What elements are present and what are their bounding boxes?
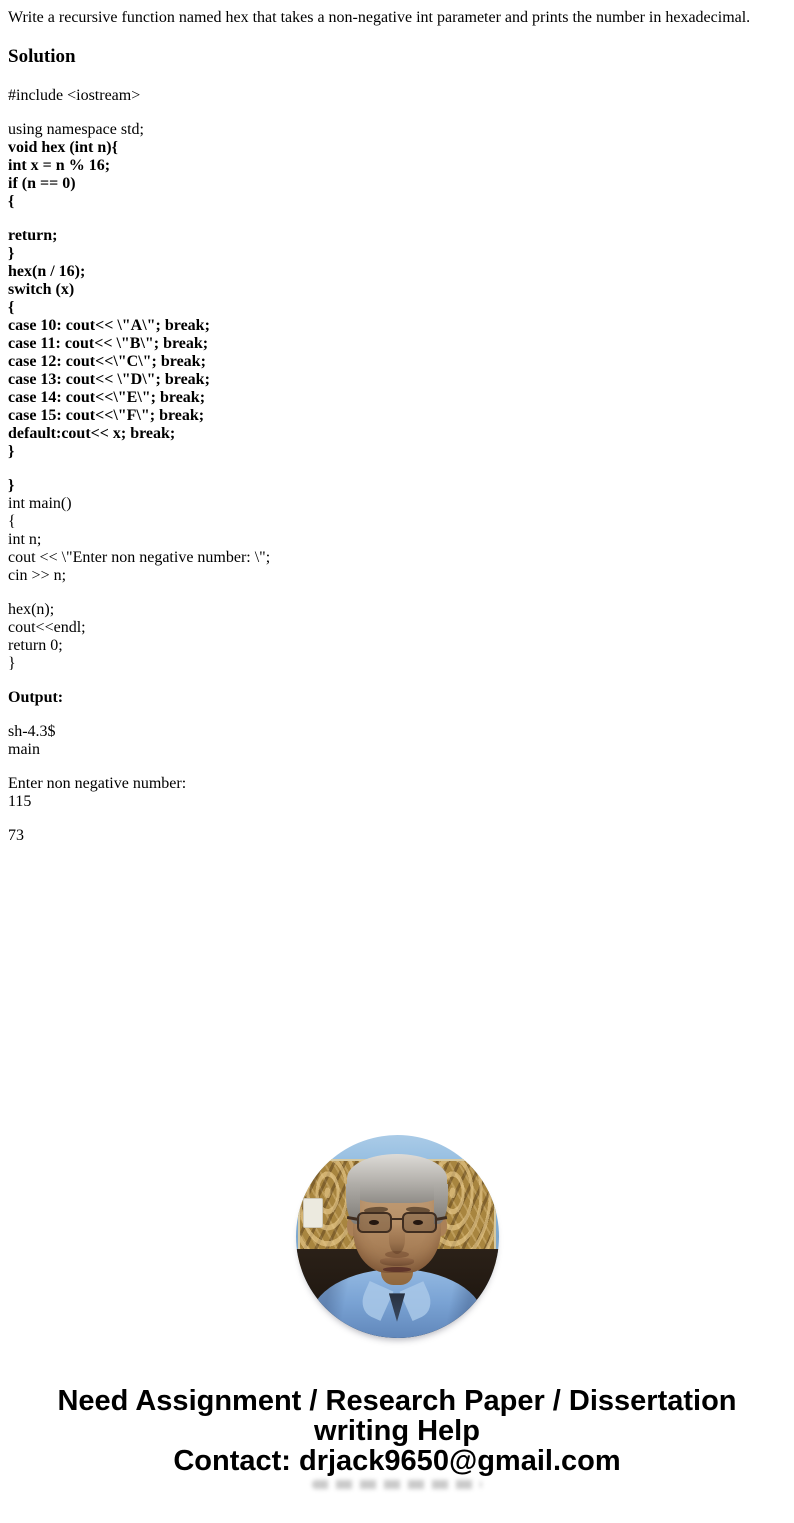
promo-text [8,1386,786,1476]
code-line: int n; [8,531,42,548]
code-include-line: #include <iostream> [8,87,141,104]
code-line: } [8,655,16,672]
code-line: hex(n / 16); [8,263,86,280]
code-line: } [8,443,15,460]
output-line: main [8,741,40,758]
code-line: switch (x) [8,281,75,298]
code-block-function-start [8,121,786,211]
output-prompt-block [8,775,786,811]
code-line: cin >> n; [8,567,67,584]
nose-shadow [385,1251,409,1258]
code-line: case 11: cout<< \"B\"; break; [8,335,209,352]
light-switch [303,1198,323,1228]
code-line: void hex (int n){ [8,139,118,156]
promo-contact-email: Contact: drjack9650@gmail.com [173,1445,621,1477]
code-line: int main() [8,495,72,512]
promo-line-services-1: Need Assignment / Research Paper / Dissertation [57,1385,737,1417]
glasses-lens-left [357,1212,392,1233]
code-line: hex(n); [8,601,55,618]
code-block-main [8,477,786,585]
code-line: default:cout<< x; break; [8,425,176,442]
code-line: case 12: cout<<\"C\"; break; [8,353,206,370]
eye-left [369,1220,379,1225]
eye-right [413,1220,423,1225]
mustache-shadow [380,1258,415,1266]
tutor-photo-container [8,1135,786,1338]
code-line: if (n == 0) [8,175,76,192]
code-line: cout << \"Enter non negative number: \"; [8,549,271,566]
code-line: { [8,513,16,530]
code-line: case 15: cout<<\"F\"; break; [8,407,205,424]
glasses-lens-right [402,1212,437,1233]
code-line: return 0; [8,637,63,654]
output-shell-block [8,723,786,759]
nose [389,1224,405,1253]
mouth [383,1267,411,1271]
code-line: cout<<endl; [8,619,86,636]
code-line: } [8,245,15,262]
gray-hair [347,1154,446,1203]
code-block-main-end [8,601,786,673]
promo-footer [8,1135,786,1489]
code-line: case 10: cout<< \"A\"; break; [8,317,210,334]
question-text: Write a recursive function named hex that takes a non-negative int parameter and prints the number in hexadecimal. [8,9,751,26]
solution-heading: Solution [8,46,76,67]
promo-line-services-2: writing Help [314,1415,480,1447]
output-heading: Output: [8,689,64,706]
output-line: 73 [8,827,24,844]
output-line: 115 [8,793,32,810]
assignment-document [8,9,786,845]
code-block-switch [8,227,786,461]
code-line: } [8,477,15,494]
code-line: case 14: cout<<\"E\"; break; [8,389,206,406]
code-line: return; [8,227,58,244]
output-line: sh-4.3$ [8,723,56,740]
code-line: int x = n % 16; [8,157,111,174]
code-line: using namespace std; [8,121,144,138]
output-line: Enter non negative number: [8,775,187,792]
blurred-watermark [312,1480,482,1489]
output-result-block [8,827,786,845]
tutor-photo [296,1135,499,1338]
code-line: case 13: cout<< \"D\"; break; [8,371,210,388]
code-line: { [8,193,15,210]
code-line: { [8,299,15,316]
